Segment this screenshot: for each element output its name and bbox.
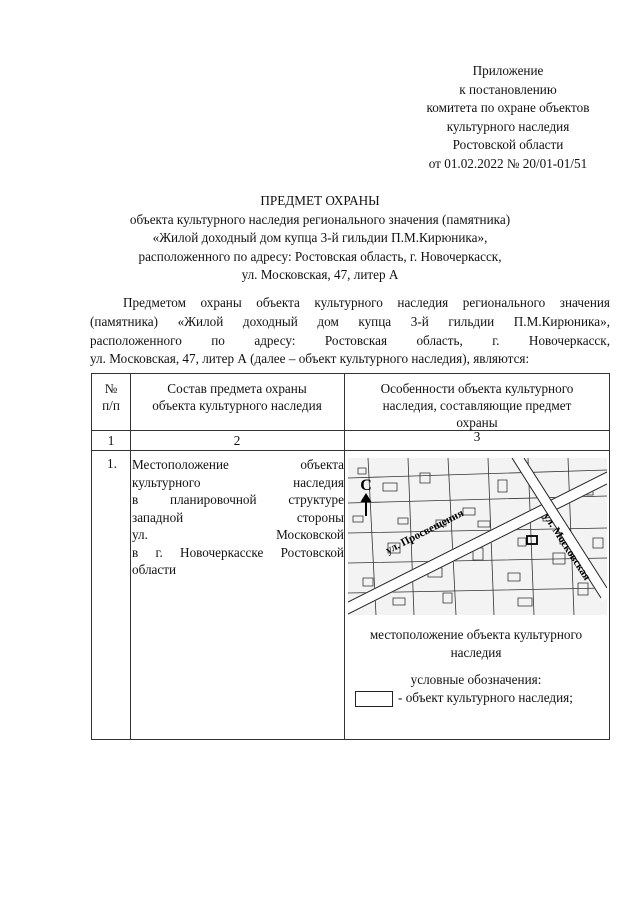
intro-line: ул. Московская, 47, литер А (далее – объект культурного наследия), являются: [90,351,530,367]
column-divider [130,374,131,739]
description-line: Местоположение объекта [132,457,344,472]
appendix-line: от 01.02.2022 № 20/01-01/51 [428,155,588,171]
heading-line: расположенного по адресу: Ростовская область, г. Новочеркасск, [138,248,502,264]
legend-label: - объект культурного наследия; [398,690,573,705]
heading-line: «Жилой доходный дом купца 3-й гильдии П.М.Кирюника», [152,230,488,245]
row-number: 1. [107,456,117,471]
header-features: Особенности объекта культурного наследия, составляющие предмет охраны [380,381,574,430]
appendix-line: культурного наследия [446,118,570,134]
column-number: 1 [107,433,115,448]
document-title: ПРЕДМЕТ ОХРАНЫ [260,193,380,208]
appendix-line: Ростовской области [452,137,564,152]
row-divider [92,450,609,451]
heading-line: ул. Московская, 47, литер А [241,267,399,282]
location-map [348,458,607,615]
north-label: С [360,477,372,494]
intro-paragraph [90,294,610,369]
legend-swatch [355,691,393,707]
description-line: области [132,562,177,577]
heritage-object-marker [527,536,537,544]
description-line: культурного наследия [132,474,344,490]
heading-line: объекта культурного наследия регионального значения (памятника) [129,211,511,227]
description-line: в г. Новочеркасске Ростовской [132,544,344,560]
appendix-line: к постановлению [459,81,557,97]
header-number: № п/п [102,381,120,413]
header-composition: Состав предмета охраны объекта культурного наследия [152,381,322,413]
description-line: в планировочной структуре [132,492,344,507]
appendix-line: комитета по охране объектов [426,100,590,115]
legend-title: условные обозначения: [410,672,542,687]
map-drawing [348,458,607,615]
protection-table [91,373,610,740]
intro-line: (памятника) «Жилой доходный дом купца 3-й гильдии П.М.Кирюника», [90,313,610,329]
street-label-prosveshcheniya: ул. Просвещения [383,507,466,557]
appendix-block [408,62,608,173]
description-line: западной стороны [132,509,344,525]
column-number: 3 [473,429,481,444]
street-label-moskovskaya: ул. Московская [540,511,593,583]
intro-line: расположенного по адресу: Ростовская область, г. Новочеркасск, [90,332,610,348]
document-heading [100,192,540,285]
column-number: 2 [233,433,241,448]
appendix-line: Приложение [472,63,544,78]
intro-line: Предметом охраны объекта культурного наследия регионального значения [123,295,610,310]
row-description [132,456,344,579]
description-line: ул. Московской [132,527,344,542]
map-caption: местоположение объекта культурного наследия [369,627,583,660]
